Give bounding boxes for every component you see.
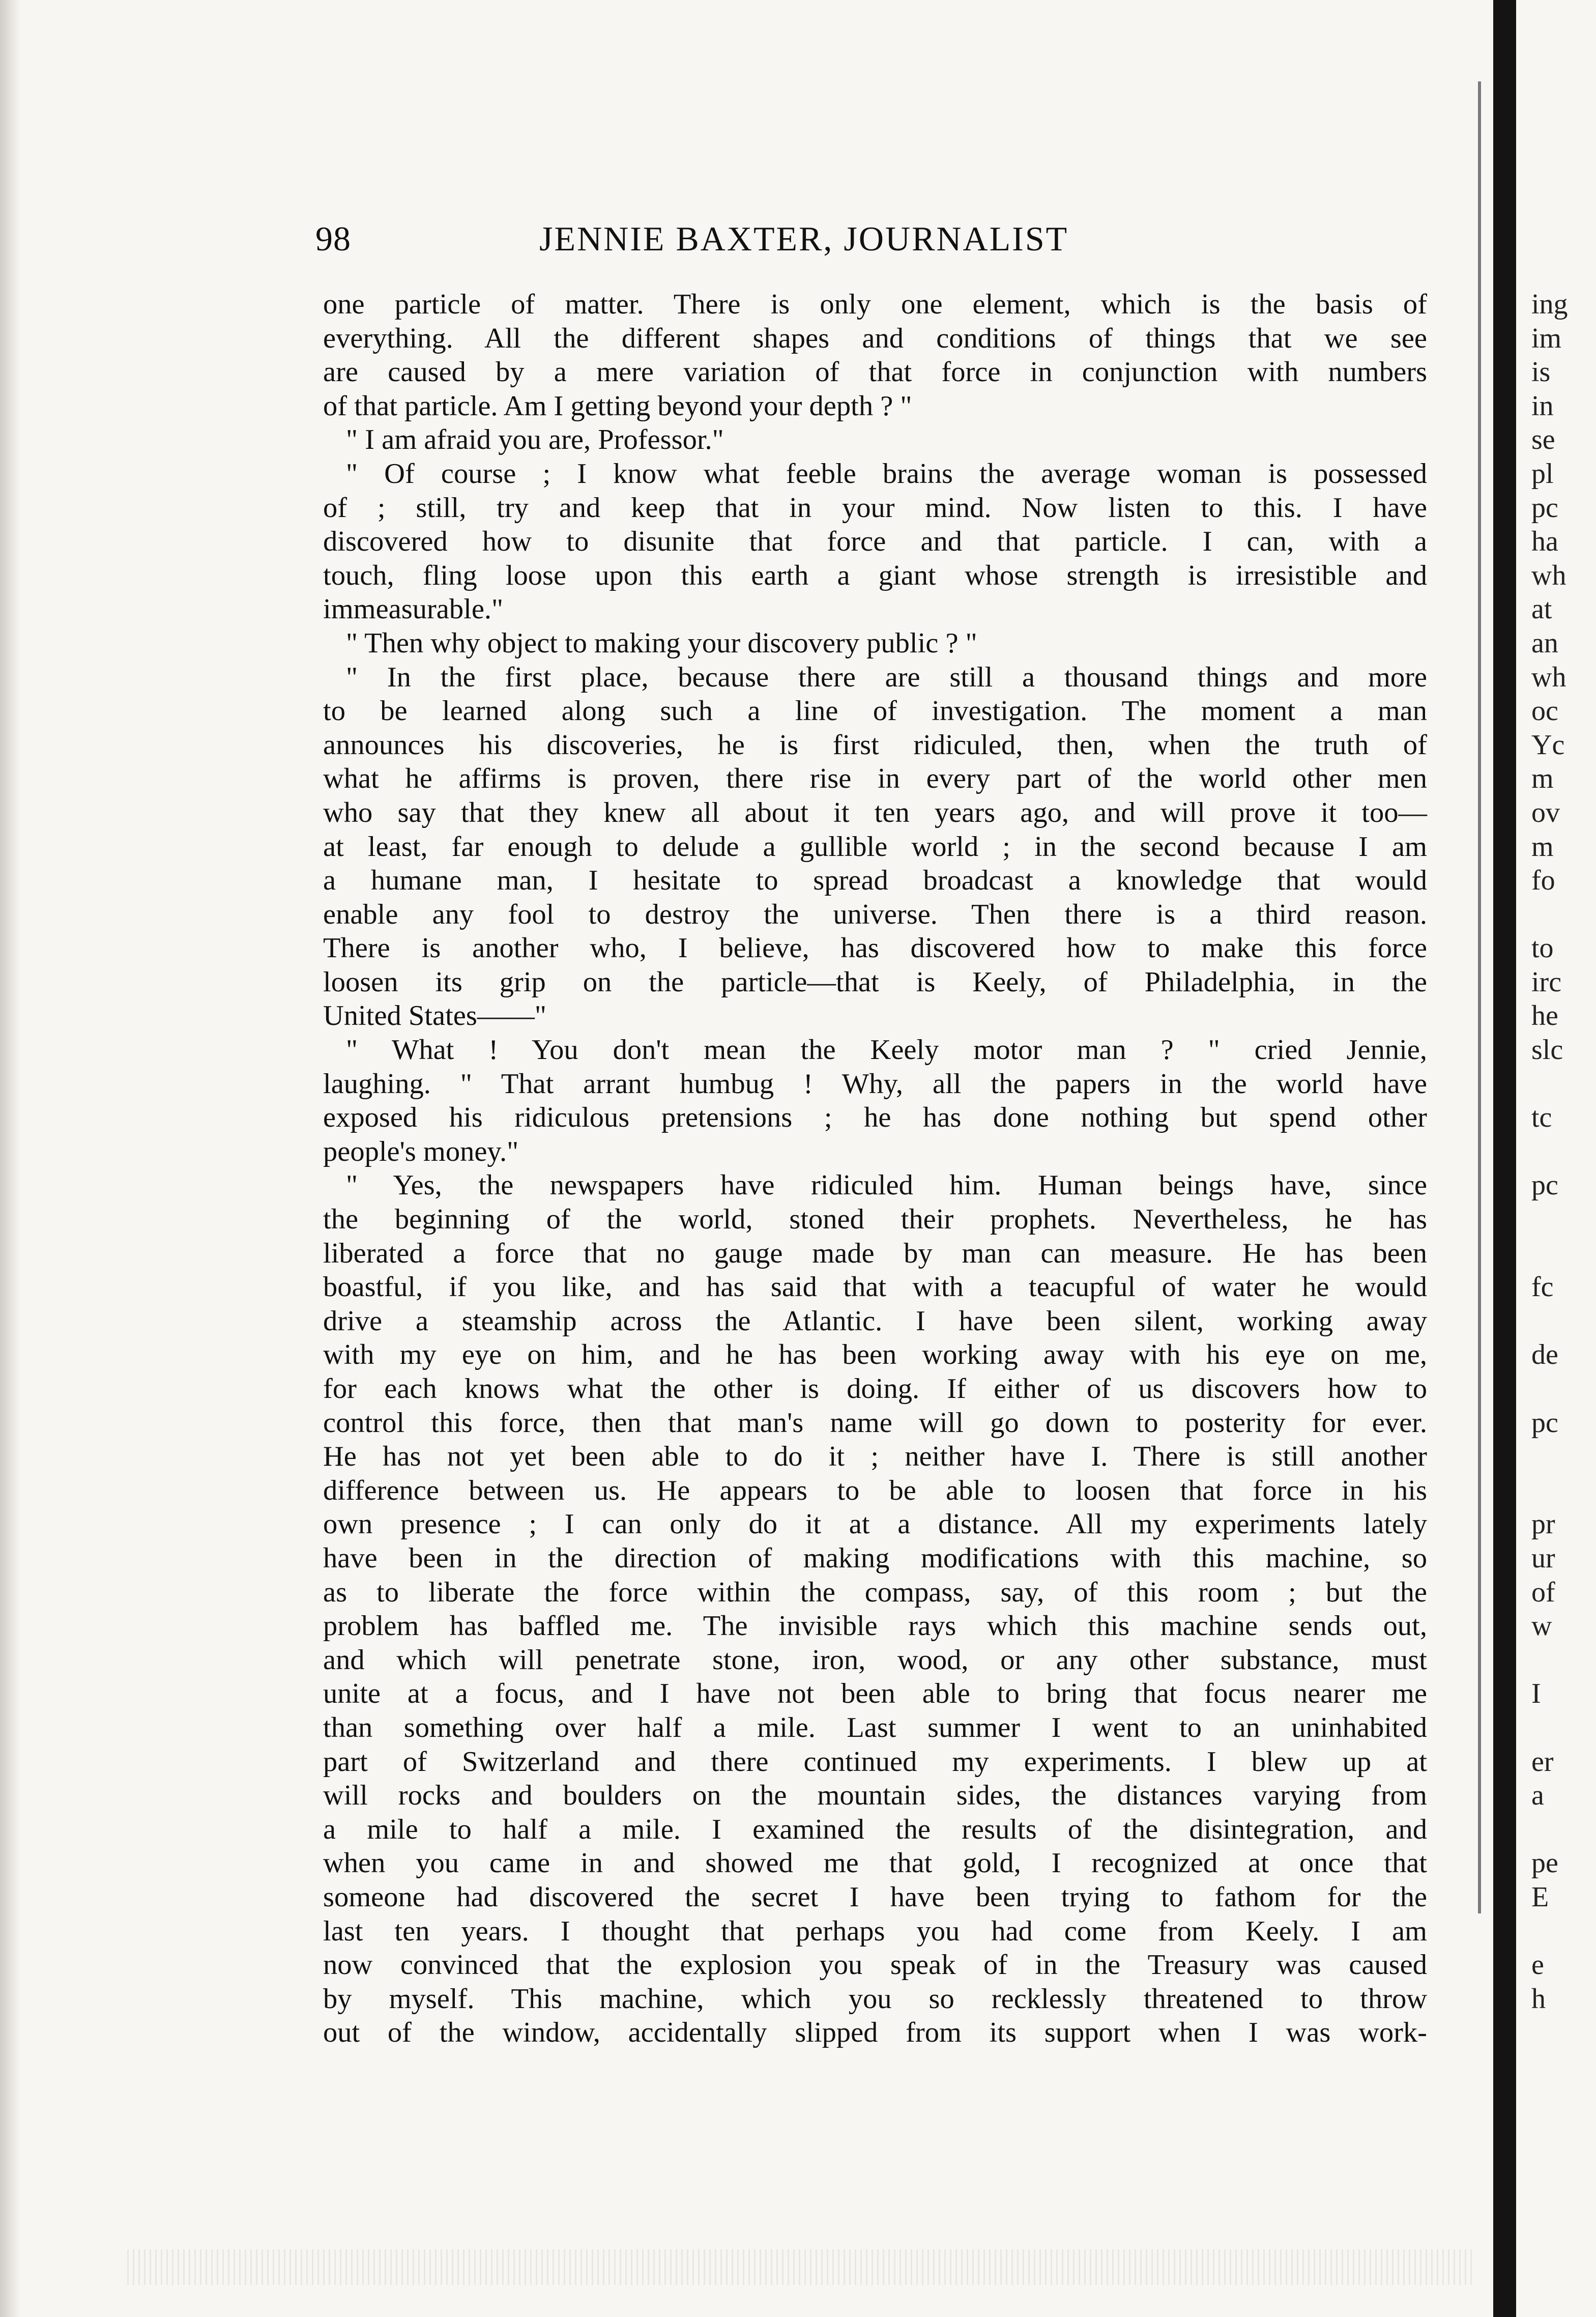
text-line: part of Switzerland and there continued my experiments. I blew up at <box>323 1746 1427 1778</box>
text-line: boastful, if you like, and has said that with a teacupful of water he would <box>323 1271 1427 1303</box>
facing-fragment: pl <box>1531 457 1554 490</box>
running-title: JENNIE BAXTER, JOURNALIST <box>539 219 1069 258</box>
facing-fragment: ha <box>1531 526 1558 558</box>
page-header <box>315 219 1435 265</box>
facing-fragment: an <box>1531 627 1558 659</box>
text-line: announces his discoveries, he is first ridiculed, then, when the truth of <box>323 729 1427 761</box>
facing-fragment: Yc <box>1531 729 1565 761</box>
text-line: by myself. This machine, which you so recklessly threatened to throw <box>323 1983 1427 2015</box>
text-line: will rocks and boulders on the mountain sides, the distances varying from <box>323 1780 1427 1812</box>
facing-fragment: se <box>1531 424 1555 456</box>
text-line: are caused by a mere variation of that force in conjunction with numbers <box>323 356 1427 388</box>
facing-fragment: a <box>1531 1780 1544 1812</box>
text-line: who say that they knew all about it ten years ago, and will prove it too— <box>323 796 1427 828</box>
facing-fragment: is <box>1531 356 1551 388</box>
text-line: unite at a focus, and I have not been able to bring that focus nearer me <box>323 1678 1427 1710</box>
facing-fragment: ur <box>1531 1542 1555 1574</box>
facing-fragment: fc <box>1531 1271 1554 1303</box>
facing-fragment: irc <box>1531 966 1562 998</box>
text-line: people's money." <box>323 1135 519 1167</box>
text-line: touch, fling loose upon this earth a giant whose strength is irresistible and <box>323 559 1427 591</box>
facing-fragment: I <box>1531 1678 1541 1710</box>
facing-fragment: wh <box>1531 559 1566 591</box>
facing-fragment: tc <box>1531 1102 1552 1134</box>
text-line: the beginning of the world, stoned their prophets. Nevertheless, he has <box>323 1204 1427 1236</box>
text-line: out of the window, accidentally slipped from its support when I was work- <box>323 2017 1427 2049</box>
facing-fragment: m <box>1531 831 1554 863</box>
text-line: discovered how to disunite that force and that particle. I can, with a <box>323 526 1427 558</box>
text-line: " What ! You don't mean the Keely motor man ? " cried Jennie, <box>346 1034 1427 1066</box>
text-line: " In the first place, because there are still a thousand things and more <box>346 661 1427 693</box>
body-text <box>323 288 1427 2050</box>
text-line: exposed his ridiculous pretensions ; he has done nothing but spend other <box>323 1102 1427 1134</box>
text-line: " Then why object to making your discovery public ? " <box>346 627 977 659</box>
text-line: " Of course ; I know what feeble brains the average woman is possessed <box>346 457 1427 490</box>
text-line: United States——" <box>323 1000 546 1032</box>
page-edge-shadow <box>0 0 20 2317</box>
text-line: of ; still, try and keep that in your mind. Now listen to this. I have <box>323 492 1427 524</box>
text-line: immeasurable." <box>323 593 504 625</box>
text-line: and which will penetrate stone, iron, wood, or any other substance, must <box>323 1644 1427 1676</box>
scan-noise <box>127 2249 1475 2285</box>
facing-fragment: pc <box>1531 1169 1558 1202</box>
facing-fragment: he <box>1531 1000 1558 1032</box>
text-line: own presence ; I can only do it at a distance. All my experiments lately <box>323 1508 1427 1540</box>
facing-fragment: m <box>1531 763 1554 795</box>
page-number: 98 <box>315 219 351 258</box>
text-line: " Yes, the newspapers have ridiculed him. Human beings have, since <box>346 1169 1427 1202</box>
facing-fragment: at <box>1531 593 1552 625</box>
text-line: have been in the direction of making modifications with this machine, so <box>323 1542 1427 1574</box>
facing-fragment: de <box>1531 1339 1558 1371</box>
text-line: loosen its grip on the particle—that is Keely, of Philadelphia, in the <box>323 966 1427 998</box>
facing-fragment: h <box>1531 1983 1546 2015</box>
facing-fragment: fo <box>1531 865 1555 897</box>
text-line: than something over half a mile. Last summer I went to an uninhabited <box>323 1711 1427 1743</box>
facing-fragment: pc <box>1531 1407 1558 1439</box>
text-line: liberated a force that no gauge made by man can measure. He has been <box>323 1237 1427 1269</box>
facing-fragment: pr <box>1531 1508 1555 1540</box>
facing-fragment: e <box>1531 1949 1544 1981</box>
facing-fragment <box>1531 1372 1596 1406</box>
facing-fragment: er <box>1531 1746 1554 1778</box>
facing-fragment: to <box>1531 932 1554 964</box>
gutter-line <box>1478 81 1481 1913</box>
text-line: when you came in and showed me that gold, I recognized at once that <box>323 1847 1427 1879</box>
text-line: one particle of matter. There is only one element, which is the basis of <box>323 289 1427 320</box>
text-line: laughing. " That arrant humbug ! Why, all the papers in the world have <box>323 1068 1427 1100</box>
facing-fragment: in <box>1531 390 1554 422</box>
text-line: drive a steamship across the Atlantic. I have been silent, working away <box>323 1305 1427 1337</box>
facing-fragment: im <box>1531 322 1562 354</box>
text-line: as to liberate the force within the compass, say, of this room ; but the <box>323 1576 1427 1608</box>
text-line: problem has baffled me. The invisible rays which this machine sends out, <box>323 1610 1427 1642</box>
text-line: what he affirms is proven, there rise in every part of the world other men <box>323 763 1427 795</box>
text-line: for each knows what the other is doing. If either of us discovers how to <box>323 1373 1427 1405</box>
text-line: a mile to half a mile. I examined the results of the disintegration, and <box>323 1813 1427 1845</box>
text-line: everything. All the different shapes and conditions of things that we see <box>323 322 1427 354</box>
facing-fragment <box>1531 898 1596 932</box>
text-line: There is another who, I believe, has discovered how to make this force <box>323 932 1427 964</box>
facing-fragment <box>1531 1304 1596 1338</box>
text-line: now convinced that the explosion you speak of in the Treasury was caused <box>323 1949 1427 1981</box>
text-line: " I am afraid you are, Professor." <box>346 424 724 456</box>
text-line: of that particle. Am I getting beyond your depth ? " <box>323 390 912 422</box>
facing-fragment: pc <box>1531 492 1558 524</box>
text-line: difference between us. He appears to be able to loosen that force in his <box>323 1474 1427 1506</box>
text-line: with my eye on him, and he has been working away with his eye on me, <box>323 1339 1427 1371</box>
facing-fragment <box>1531 1643 1596 1677</box>
facing-fragment <box>1531 1813 1596 1847</box>
binding-shadow <box>1493 0 1516 2317</box>
text-line: at least, far enough to delude a gullible world ; in the second because I am <box>323 831 1427 863</box>
facing-fragment <box>1531 1474 1596 1508</box>
text-line: He has not yet been able to do it ; neither have I. There is still another <box>323 1441 1427 1473</box>
facing-fragment <box>1531 1711 1596 1745</box>
text-line: control this force, then that man's name will go down to posterity for ever. <box>323 1407 1427 1439</box>
facing-fragment: of <box>1531 1576 1555 1608</box>
facing-fragment: pe <box>1531 1847 1558 1879</box>
facing-fragment: ing <box>1531 289 1568 320</box>
facing-fragment <box>1531 1067 1596 1101</box>
facing-fragment: slc <box>1531 1034 1563 1066</box>
text-line: a humane man, I hesitate to spread broadcast a knowledge that would <box>323 865 1427 897</box>
facing-fragment: ov <box>1531 796 1560 828</box>
facing-fragment <box>1531 1203 1596 1237</box>
facing-fragment: w <box>1531 1610 1552 1642</box>
text-line: last ten years. I thought that perhaps you had come from Keely. I am <box>323 1915 1427 1947</box>
text-line: to be learned along such a line of investigation. The moment a man <box>323 695 1427 727</box>
facing-fragment: E <box>1531 1881 1549 1913</box>
facing-fragment: oc <box>1531 695 1558 727</box>
facing-page-fragments <box>1531 288 1596 2016</box>
facing-fragment <box>1531 1440 1596 1474</box>
text-line: enable any fool to destroy the universe. Then there is a third reason. <box>323 898 1427 930</box>
facing-fragment <box>1531 1135 1596 1169</box>
facing-fragment: wh <box>1531 661 1566 693</box>
text-line: someone had discovered the secret I have been trying to fathom for the <box>323 1881 1427 1913</box>
facing-fragment <box>1531 1914 1596 1949</box>
facing-fragment <box>1531 1237 1596 1271</box>
